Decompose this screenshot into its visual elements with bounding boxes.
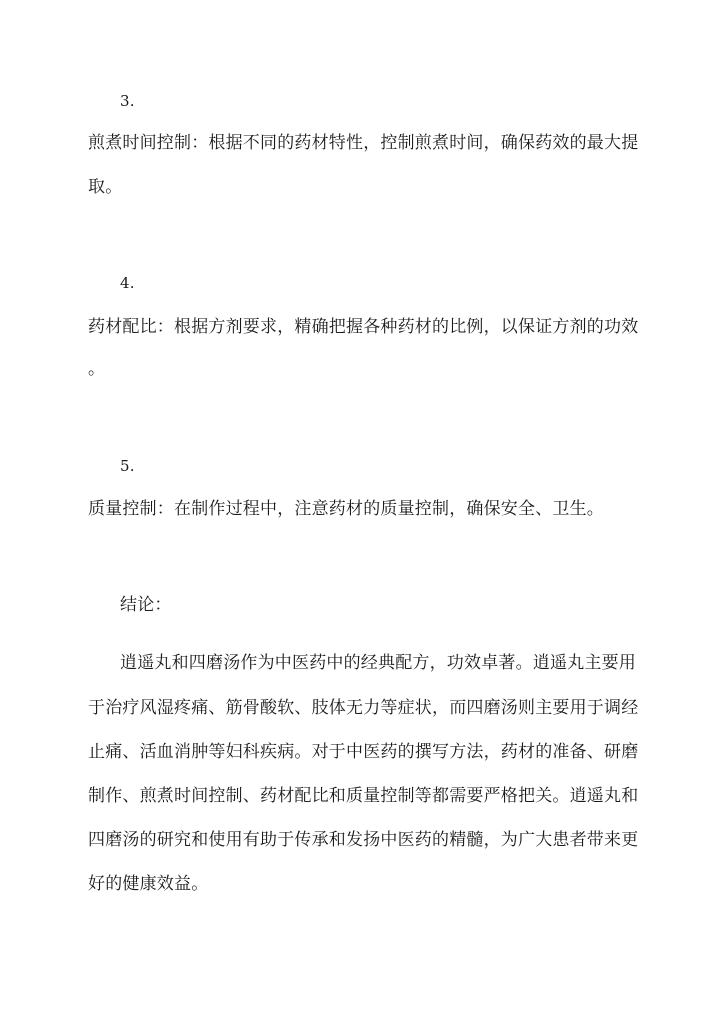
item-number: 5. [120, 457, 135, 475]
conclusion-line: 止痛、活血消肿等妇科疾病。对于中医药的撰写方法，药材的准备、研磨 [88, 742, 639, 762]
conclusion-line: 四磨汤的研究和使用有助于传承和发扬中医药的精髓，为广大患者带来更 [88, 830, 639, 850]
item-text-line: 。 [88, 359, 106, 379]
item-text-line: 药材配比：根据方剂要求，精确把握各种药材的比例，以保证方剂的功效 [88, 317, 639, 337]
item-number: 3. [120, 92, 135, 110]
conclusion-line: 于治疗风湿疼痛、筋骨酸软、肢体无力等症状，而四磨汤则主要用于调经 [88, 698, 639, 718]
item-text-line: 质量控制：在制作过程中，注意药材的质量控制，确保安全、卫生。 [88, 499, 604, 519]
conclusion-line: 逍遥丸和四磨汤作为中医药中的经典配方，功效卓著。逍遥丸主要用 [120, 653, 636, 673]
item-text-line: 取。 [88, 177, 123, 197]
conclusion-line: 好的健康效益。 [88, 874, 209, 894]
item-number: 4. [120, 274, 135, 292]
conclusion-line: 制作、煎煮时间控制、药材配比和质量控制等都需要严格把关。逍遥丸和 [88, 786, 639, 806]
conclusion-heading: 结论： [120, 595, 172, 615]
item-text-line: 煎煮时间控制：根据不同的药材特性，控制煎煮时间，确保药效的最大提 [88, 133, 639, 153]
